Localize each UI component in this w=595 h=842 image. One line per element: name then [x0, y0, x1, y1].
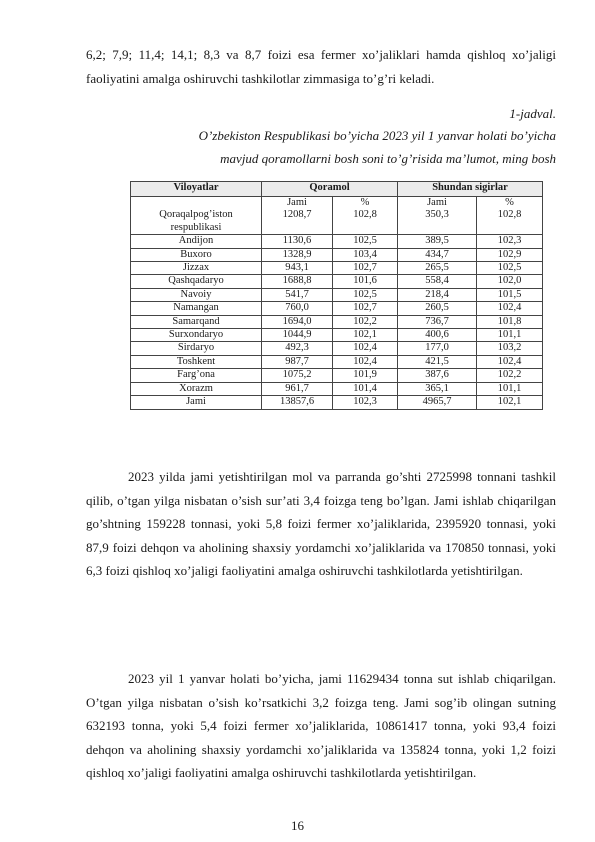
cattle-percent-cell: 102,2 [333, 315, 398, 328]
page-number: 16 [291, 818, 304, 833]
cows-percent-cell: 102,4 [477, 302, 543, 315]
cattle-total-cell: 492,3 [262, 342, 333, 355]
cattle-total-cell: 13857,6 [262, 396, 333, 409]
region-cell: Buxoro [131, 248, 262, 261]
table-row [131, 382, 543, 395]
cattle-percent-cell: 102,3 [333, 396, 398, 409]
subheader-total: Jami [287, 197, 307, 208]
cows-percent-cell: 102,4 [477, 355, 543, 368]
body-paragraph-meat: 2023 yilda jami yetishtirilgan mol va parranda go’shti 2725998 tonnani tashkil qilib, o’tgan yilga nisbatan o’sish sur’ati 3,4 foizga teng bo’lgan. Jami ishlab chiqarilgan go’shtning 159228 tonnasi, yoki 5,8 foizi fermer xo’jaliklarida, 2395920 tonnasi, yoki 87,9 foizi dehqon va aholining shaxsiy yordamchi xo’jaliklarida va 170850 tonnasi, yoki 6,3 foizi qishloq xo’jaligi faoliyatini amalga oshiruvchi tashkilotlarda yetishtirilgan. [86, 469, 556, 578]
header-cattle: Qoramol [262, 182, 398, 197]
table-header-row [131, 182, 543, 197]
table-row [131, 342, 543, 355]
region-cell: Jizzax [131, 262, 262, 275]
cattle-total-cell: 1694,0 [262, 315, 333, 328]
table-number: 1-jadval. [509, 106, 556, 121]
cattle-total-cell: 1044,9 [262, 329, 333, 342]
table-row [131, 197, 543, 235]
cattle-percent-cell: 101,9 [333, 369, 398, 382]
region-cell: Jami [131, 396, 262, 409]
cattle-table [130, 181, 543, 410]
cattle-percent-cell: 101,6 [333, 275, 398, 288]
cows-total-cell: 218,4 [398, 288, 477, 301]
cows-percent-cell: 101,1 [477, 329, 543, 342]
region-cell: Samarqand [131, 315, 262, 328]
cattle-total-cell: 1130,6 [262, 235, 333, 248]
cows-total-cell: 736,7 [398, 315, 477, 328]
cows-total-cell: 400,6 [398, 329, 477, 342]
cows-total-cell: 177,0 [398, 342, 477, 355]
cows-percent-cell: 102,3 [477, 235, 543, 248]
header-cows: Shundan sigirlar [398, 182, 543, 197]
table-title-line2: mavjud qoramollarni bosh soni to’g’risida ma’lumot, ming bosh [220, 151, 556, 166]
table-row [131, 235, 543, 248]
cows-percent-cell: 101,1 [477, 382, 543, 395]
cattle-percent-cell: 102,5 [333, 288, 398, 301]
cows-total-cell: 421,5 [398, 355, 477, 368]
cows-percent-cell: 103,2 [477, 342, 543, 355]
cows-percent-cell: 101,8 [477, 315, 543, 328]
cows-total-cell [398, 197, 477, 235]
cattle-total-cell: 760,0 [262, 302, 333, 315]
cattle-total-cell: 1328,9 [262, 248, 333, 261]
body-paragraph-milk: 2023 yil 1 yanvar holati bo’yicha, jami 11629434 tonna sut ishlab chiqarilgan. O’tgan yilga nisbatan o’sish ko’rsatkichi 3,2 foizga teng. Jami sog’ib olingan sutning 632193 tonna, yoki 5,4 foizi fermer xo’jaliklarida, 10861417 tonna, yoki 93,4 foizi dehqon va aholining shaxsiy yordamchi xo’jaliklarida va 135824 tonna, yoki 1,2 foizi qishloq xo’jaligi faoliyatini amalga oshiruvchi tashkilotlarda yetishtirilgan. [86, 671, 556, 780]
header-region: Viloyatlar [131, 182, 262, 197]
table-title-line1: O’zbekiston Respublikasi bo’yicha 2023 yil 1 yanvar holati bo’yicha [198, 128, 556, 143]
cattle-percent-cell: 102,7 [333, 302, 398, 315]
cows-percent-cell: 102,9 [477, 248, 543, 261]
region-cell: Xorazm [131, 382, 262, 395]
table-row [131, 396, 543, 409]
table-row [131, 262, 543, 275]
cattle-percent-value: 102,8 [353, 209, 377, 221]
table-row [131, 369, 543, 382]
cattle-percent-cell [333, 197, 398, 235]
cows-percent-cell: 101,5 [477, 288, 543, 301]
cattle-percent-cell: 102,1 [333, 329, 398, 342]
cattle-total-cell [262, 197, 333, 235]
subheader-percent: % [360, 197, 370, 208]
region-cell: Surxondaryo [131, 329, 262, 342]
cattle-total-cell: 1075,2 [262, 369, 333, 382]
region-cell: Qashqadaryo [131, 275, 262, 288]
cows-percent-cell: 102,1 [477, 396, 543, 409]
table-row [131, 355, 543, 368]
cattle-percent-cell: 102,5 [333, 235, 398, 248]
cows-total-cell: 434,7 [398, 248, 477, 261]
cattle-total-cell: 961,7 [262, 382, 333, 395]
cows-total-cell: 387,6 [398, 369, 477, 382]
cattle-percent-cell: 102,7 [333, 262, 398, 275]
cows-total-cell: 389,5 [398, 235, 477, 248]
subheader-percent: % [505, 197, 514, 208]
table-body [131, 197, 543, 410]
region-name: Qoraqalpog’iston respublikasi [159, 209, 233, 233]
table-row [131, 248, 543, 261]
cows-percent-cell: 102,0 [477, 275, 543, 288]
cows-total-value: 350,3 [425, 209, 449, 221]
cattle-percent-cell: 102,4 [333, 355, 398, 368]
cows-percent-value: 102,8 [497, 209, 522, 221]
cows-percent-cell: 102,5 [477, 262, 543, 275]
cows-percent-cell: 102,2 [477, 369, 543, 382]
region-cell: Andijon [131, 235, 262, 248]
cows-total-cell: 558,4 [398, 275, 477, 288]
cows-total-cell: 4965,7 [398, 396, 477, 409]
region-cell: Toshkent [131, 355, 262, 368]
cows-total-cell: 265,5 [398, 262, 477, 275]
cattle-total-cell: 943,1 [262, 262, 333, 275]
cattle-percent-cell: 103,4 [333, 248, 398, 261]
cattle-percent-cell: 101,4 [333, 382, 398, 395]
intro-paragraph: 6,2; 7,9; 11,4; 14,1; 8,3 va 8,7 foizi esa fermer xo’jaliklari hamda qishloq xo’jaligi faoliyatini amalga oshiruvchi tashkilotlar zimmasiga to’g’ri keladi. [86, 47, 556, 86]
table-row [131, 275, 543, 288]
table-row [131, 315, 543, 328]
table-row [131, 302, 543, 315]
region-cell: Sirdaryo [131, 342, 262, 355]
region-cell: Namangan [131, 302, 262, 315]
cattle-total-cell: 987,7 [262, 355, 333, 368]
table-row [131, 329, 543, 342]
cows-total-cell: 260,5 [398, 302, 477, 315]
table-row [131, 288, 543, 301]
cows-total-cell: 365,1 [398, 382, 477, 395]
cows-percent-cell [477, 197, 543, 235]
region-cell: Farg’ona [131, 369, 262, 382]
cattle-percent-cell: 102,4 [333, 342, 398, 355]
region-cell [131, 197, 262, 235]
cattle-total-value: 1208,7 [282, 209, 312, 221]
cattle-total-cell: 1688,8 [262, 275, 333, 288]
subheader-total: Jami [427, 197, 447, 208]
cattle-total-cell: 541,7 [262, 288, 333, 301]
region-cell: Navoiy [131, 288, 262, 301]
